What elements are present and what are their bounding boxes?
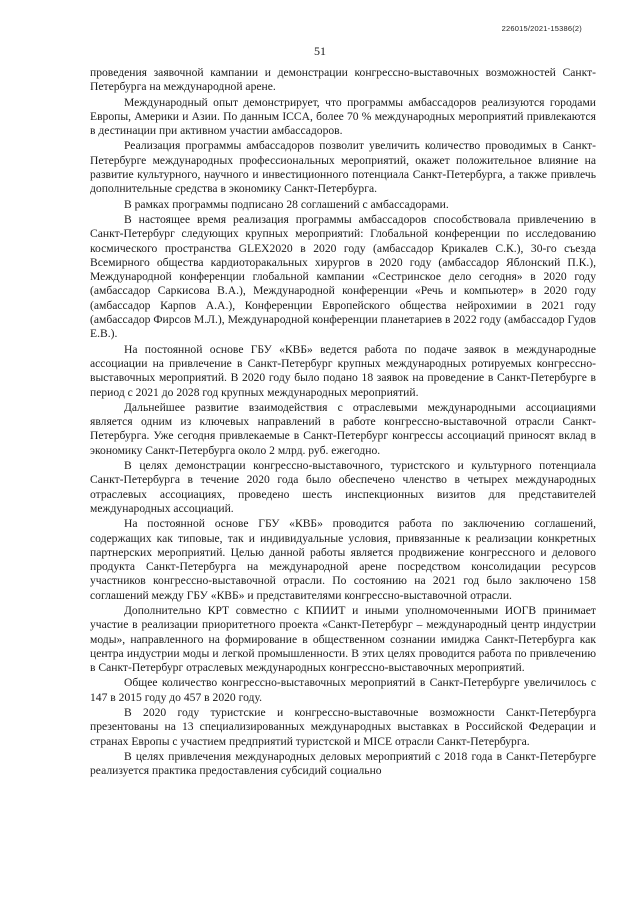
- paragraph: На постоянной основе ГБУ «КВБ» ведется работа по подаче заявок в международные ассоциации на привлечение в Санкт-Петербург крупных международных ротируемых конгрессно-выставочных мероприятий. В 2020 году было подано 18 заявок на проведение в Санкт-Петербурге в период с 2021 до 2028 год крупных международных мероприятий.: [90, 342, 596, 399]
- paragraph: Реализация программы амбассадоров позволит увеличить количество проводимых в Санкт-Петербурге международных профессиональных мероприятий, окажет положительное влияние на развитие культурного, научного и инвестиционного потенциала Санкт-Петербурга, а также привлечь дополнительные средства в экономику Санкт-Петербурга.: [90, 139, 596, 196]
- paragraph: Общее количество конгрессно-выставочных мероприятий в Санкт-Петербурге увеличилось с 147 в 2015 году до 457 в 2020 году.: [90, 676, 596, 704]
- paragraph: На постоянной основе ГБУ «КВБ» проводится работа по заключению соглашений, содержащих как типовые, так и индивидуальные условия, привязанные к реализации конкретных партнерских мероприятий. Целью данной работы является продвижение конгрессного и делового продукта Санкт-Петербурга на международной арене посредством консолидации ресурсов участников конгрессно-выставочной отрасли. По состоянию на 2021 год было заключено 158 соглашений между ГБУ «КВБ» и представителями конгрессно-выставочной отрасли.: [90, 517, 596, 602]
- document-body: [90, 66, 596, 780]
- paragraph: В целях привлечения международных деловых мероприятий с 2018 года в Санкт-Петербурге реализуется практика предоставления субсидий социально: [90, 749, 596, 778]
- paragraph: Дальнейшее развитие взаимодействия с отраслевыми международными ассоциациями является одним из ключевых направлений в работе конгрессно-выставочной отрасли Санкт-Петербурга. Уже сегодня привлекаемые в Санкт-Петербург конгрессы ассоциаций приносят вклад в экономику Санкт-Петербурга около 2 млрд. руб. ежегодно.: [90, 400, 596, 457]
- paragraph: В 2020 году туристские и конгрессно-выставочные возможности Санкт-Петербурга презентованы на 13 специализированных международных выставках в Российской Федерации и странах Европы с участием предприятий туристской и MICE отрасли Санкт-Петербурга.: [90, 706, 596, 748]
- paragraph: В рамках программы подписано 28 соглашений с амбассадорами.: [124, 197, 449, 211]
- paragraph: проведения заявочной кампании и демонстрации конгрессно-выставочных возможностей Санкт-Петербурга на международной арене.: [90, 66, 596, 94]
- document-id: 226015/2021-15386(2): [501, 24, 582, 33]
- paragraph: В настоящее время реализация программы амбассадоров способствовала привлечению в Санкт-Петербург следующих крупных мероприятий: Глобальной конференции по исследованию космического пространства GLEX2020 в 2020 году (амбассадор Крикалев С.К.), 30-го съезда Всемирного общества кардиоторакальных хирургов в 2020 году (амбассадор Яблонский П.К.), Международной конференции глобальной кампании «Сестринское дело сегодня» в 2020 году (амбассадор Саркисова В.А.), Международной конференции «Речь и компьютер» в 2020 году (амбассадор Карпов А.А.), Конференции Европейского общества нейрохимии в 2021 году (амбассадор Фирсов М.Л.), Международной конференции планетариев в 2022 году (амбассадор Гудов Е.В.).: [90, 212, 596, 341]
- paragraph: Международный опыт демонстрирует, что программы амбассадоров реализуются городами Европы, Америки и Азии. По данным ICCA, более 70 % международных мероприятий привлекаются в дестинации при активном участии амбассадоров.: [90, 95, 596, 138]
- paragraph: В целях демонстрации конгрессно-выставочного, туристского и культурного потенциала Санкт-Петербурга в течение 2020 года было обеспечено членство в четырех международных отраслевых ассоциациях, проведено шесть инспекционных визитов для представителей международных ассоциаций.: [90, 459, 596, 515]
- paragraph: Дополнительно КРТ совместно с КПИИТ и иными уполномоченными ИОГВ принимает участие в реализации приоритетного проекта «Санкт-Петербург – международный центр индустрии моды», направленного на формирование в общественном сознании имиджа Санкт-Петербурга как центра индустрии моды и легкой промышленности. В этих целях проводится работа по привлечению в Санкт-Петербург отраслевых международных конгрессно-выставочных мероприятий.: [90, 603, 596, 675]
- page-number: 51: [314, 44, 326, 58]
